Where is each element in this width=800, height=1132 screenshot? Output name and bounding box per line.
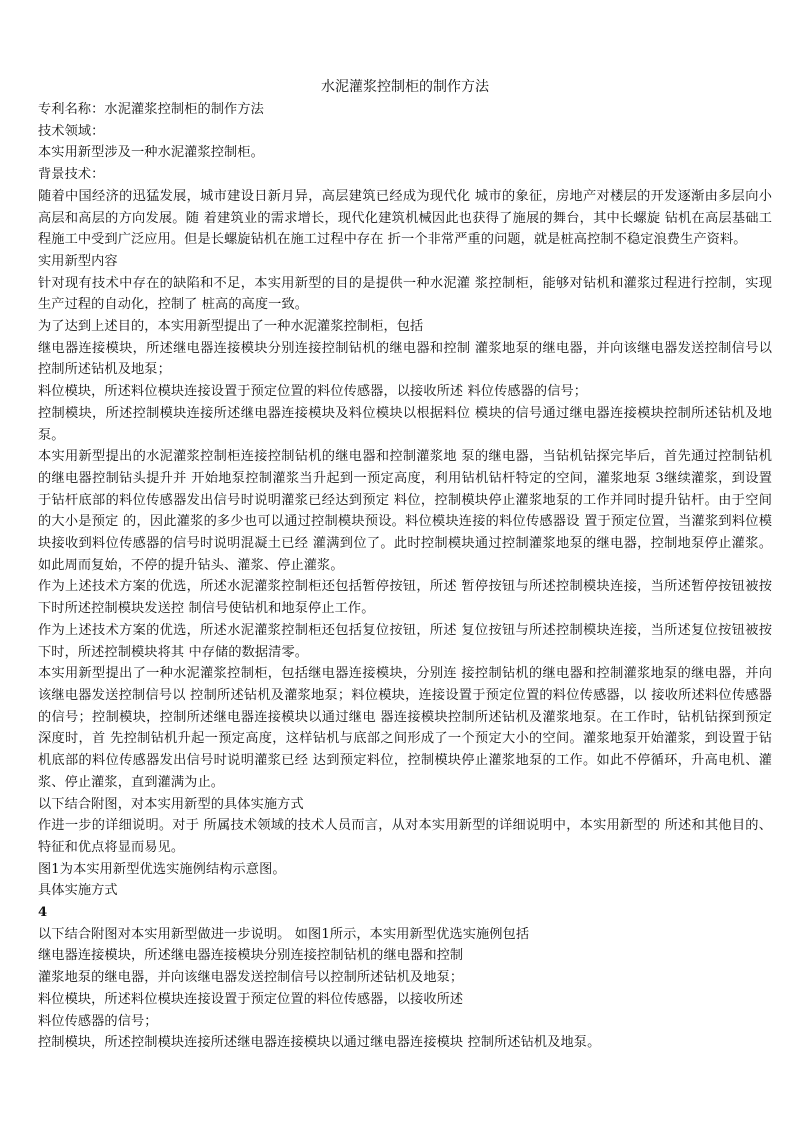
body-paragraph: 作为上述技术方案的优选，所述水泥灌浆控制柜还包括暂停按钮，所述 暂停按钮与所述控制模块连接，当所述暂停按钮被按下时所述控制模块发送控 制信号使钻机和地泵停止工作。 <box>38 579 772 617</box>
body-paragraph: 本实用新型涉及一种水泥灌浆控制柜。 <box>38 145 264 161</box>
body-paragraph: 以下结合附图，对本实用新型的具体实施方式 <box>38 796 304 812</box>
body-paragraph: 作为上述技术方案的优选，所述水泥灌浆控制柜还包括复位按钮，所述 复位按钮与所述控制模块连接，当所述复位按钮被按下时，所述控制模块将其 中存储的数据清零。 <box>38 622 772 660</box>
section-heading-technical-field: 技术领域： <box>38 123 105 139</box>
body-paragraph: 料位模块，所述料位模块连接设置于预定位置的料位传感器，以接收所述 料位传感器的信号； <box>38 384 588 400</box>
document-page <box>38 76 772 1054</box>
section-heading-background: 背景技术： <box>38 167 105 183</box>
document-title: 水泥灌浆控制柜的制作方法 <box>321 79 489 95</box>
section-heading-embodiment: 具体实施方式 <box>38 883 118 899</box>
body-paragraph: 料位模块，所述料位模块连接设置于预定位置的料位传感器，以接收所述 <box>38 991 464 1007</box>
body-paragraph: 针对现有技术中存在的缺陷和不足，本实用新型的目的是提供一种水泥灌 浆控制柜，能够对钻机和灌浆过程进行控制，实现生产过程的自动化，控制了 桩高的高度一致。 <box>38 275 772 313</box>
body-paragraph: 继电器连接模块，所述继电器连接模块分别连接控制钻机的继电器和控制 <box>38 948 464 964</box>
body-paragraph: 随着中国经济的迅猛发展，城市建设日新月异，高层建筑已经成为现代化 城市的象征，房地产对楼层的开发逐渐由多层向小高层和高层的方向发展。随 着建筑业的需求增长，现代化建筑机械因此也获得了施展的舞台，其中长螺旋 钻机在高层基础工程施工中受到广泛应用。但是长螺旋钻机在施工过程中存在 折一个非常严重的问题，就是桩高控制不稳定浪费生产资料。 <box>38 188 772 248</box>
section-heading-content: 实用新型内容 <box>38 253 118 269</box>
body-paragraph: 以下结合附图对本实用新型做进一步说明。 如图1所示，本实用新型优选实施例包括 <box>38 926 530 942</box>
body-paragraph: 料位传感器的信号； <box>38 1013 158 1029</box>
body-paragraph: 本实用新型提出了一种水泥灌浆控制柜，包括继电器连接模块，分别连 接控制钻机的继电器和控制灌浆地泵的继电器，并向该继电器发送控制信号以 控制所述钻机及灌浆地泵；料位模块，连接设置于预定位置的料位传感器，以 接收所述料位传感器的信号；控制模块，控制所述继电器连接模块以通过继电 器连接模块控制所述钻机及灌浆地泵。在工作时，钻机钻探到预定深度时，首 先控制钻机升起一预定高度，这样钻机与底部之间形成了一个预定大小的空间。灌浆地泵开始灌浆，到设置于钻机底部的料位传感器发出信号时说明灌浆已经 达到预定料位，控制模块停止灌浆地泵的工作。如此不停循环，升高电机、灌 浆、停止灌浆，直到灌满为止。 <box>38 666 772 790</box>
body-paragraph: 灌浆地泵的继电器，并向该继电器发送控制信号以控制所述钻机及地泵； <box>38 970 464 986</box>
figure-caption-line: 图1为本实用新型优选实施例结构示意图。 <box>38 861 286 877</box>
body-paragraph: 本实用新型提出的水泥灌浆控制柜连接控制钻机的继电器和控制灌浆地 泵的继电器，当钻机钻探完毕后，首先通过控制钻机的继电器控制钻头提升并 开始地泵控制灌浆当升起到一预定高度，利用钻机钻杆特定的空间，灌浆地泵 3继续灌浆，到设置于钻杆底部的料位传感器发出信号时说明灌浆已经达到预定 料位，控制模块停止灌浆地泵的工作并同时提升钻杆。由于空间的大小是预定 的，因此灌浆的多少也可以通过控制模块预设。料位模块连接的料位传感器设 置于预定位置，当灌浆到料位模块接收到料位传感器的信号时说明混凝土已经 灌满到位了。此时控制模块通过控制灌浆地泵的继电器，控制地泵停止灌浆。 如此周而复始，不停的提升钻头、灌浆、停止灌浆。 <box>38 449 772 573</box>
body-paragraph: 作进一步的详细说明。对于 所属技术领域的技术人员而言，从对本实用新型的详细说明中，本实用新型的 所述和其他目的、特征和优点将显而易见。 <box>38 818 772 855</box>
document-body <box>38 99 772 1054</box>
body-paragraph: 控制模块，所述控制模块连接所述继电器连接模块及料位模块以根据料位 模块的信号通过继电器连接模块控制所述钻机及地泵。 <box>38 405 772 443</box>
body-paragraph: 为了达到上述目的，本实用新型提出了一种水泥灌浆控制柜，包括 <box>38 319 424 335</box>
body-paragraph: 继电器连接模块，所述继电器连接模块分别连接控制钻机的继电器和控制 灌浆地泵的继电器，并向该继电器发送控制信号以控制所述钻机及地泵； <box>38 340 772 378</box>
page-number: 4 <box>38 905 48 921</box>
patent-name-line: 专利名称：水泥灌浆控制柜的制作方法 <box>38 102 264 117</box>
body-paragraph: 控制模块，所述控制模块连接所述继电器连接模块以通过继电器连接模块 控制所述钻机及地泵。 <box>38 1035 601 1051</box>
